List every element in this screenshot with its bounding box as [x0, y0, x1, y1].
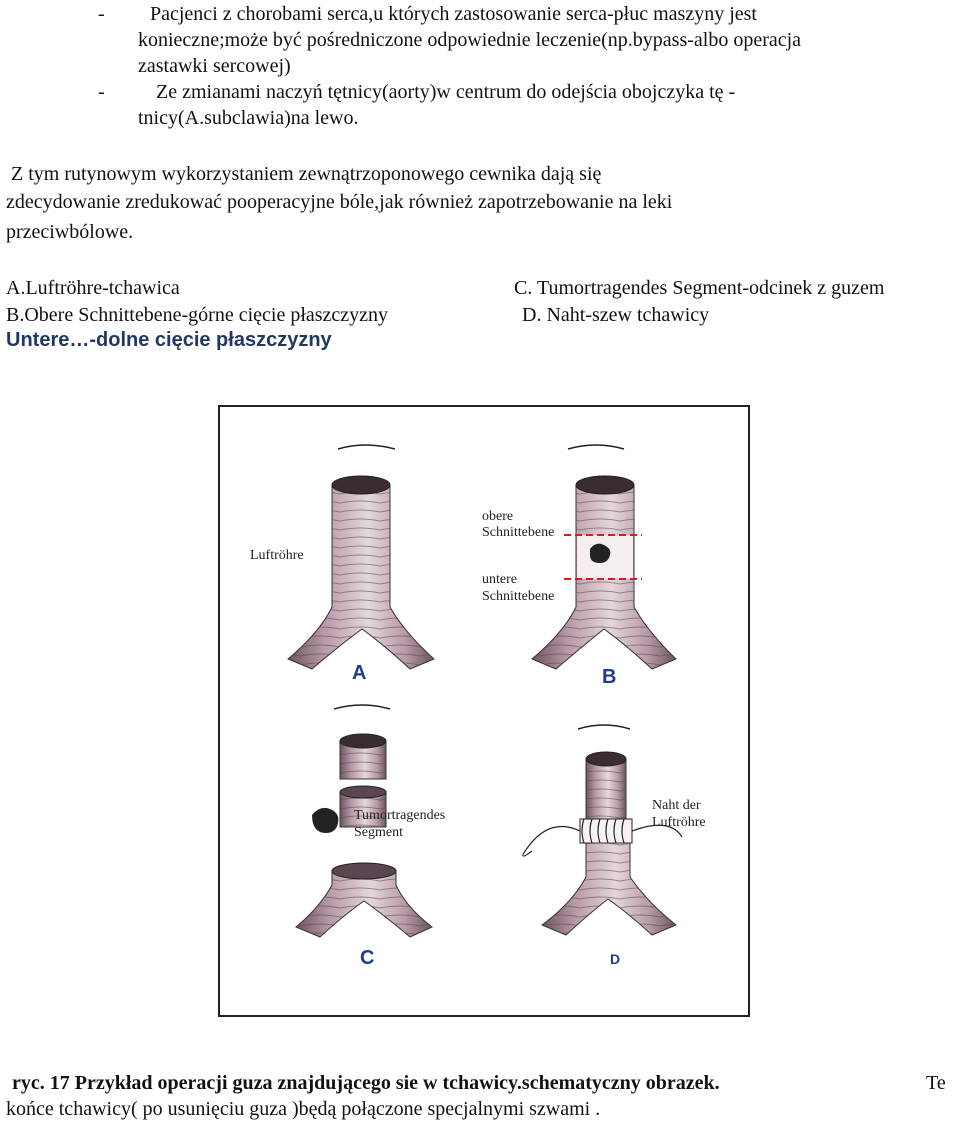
letter-b: B [602, 666, 617, 688]
legend-untere: Untere…-dolne cięcie płaszczyzny [6, 329, 332, 351]
caption-bold: ryc. 17 Przykład operacji guza znajdującego sie w tchawicy.schematyczny obrazek. [12, 1072, 720, 1094]
caption-te: Te [926, 1072, 946, 1094]
trachea-d-drawing [523, 725, 682, 935]
caption-line-2: końce tchawicy( po usunięciu guza )będą połączone specjalnymi szwami . [6, 1098, 601, 1120]
label-luftrohre-d: Luftröhre [652, 815, 706, 830]
label-untere-schnittebene: Schnittebene [482, 589, 555, 604]
label-obere-schnittebene: Schnittebene [482, 525, 555, 540]
paragraph-line-1: Z tym rutynowym wykorzystaniem zewnątrzoponowego cewnika dają się [6, 163, 602, 185]
label-untere: untere [482, 572, 517, 587]
paragraph-line-3: przeciwbólowe. [6, 221, 134, 243]
legend-d: D. Naht-szew tchawicy [522, 304, 710, 326]
list-item-1-line-1: Pacjenci z chorobami serca,u których zastosowanie serca-płuc maszyny jest [150, 3, 757, 25]
tumor-c [312, 808, 338, 833]
legend-b: B.Obere Schnittebene-górne cięcie płaszczyzny [6, 304, 389, 326]
letter-c: C [360, 947, 375, 969]
letter-a: A [352, 662, 367, 684]
list-item-2-line-1: Ze zmianami naczyń tętnicy(aorty)w centrum do odejścia obojczyka tę - [156, 81, 736, 103]
paragraph-line-2: zdecydowanie zredukować pooperacyjne bóle,jak również zapotrzebowanie na leki [6, 191, 673, 213]
trachea-figure [218, 405, 750, 1017]
list-dash-1: - [98, 3, 105, 25]
list-item-2-line-2: tnicy(A.subclawia)na lewo. [138, 107, 359, 129]
label-tumortragendes: Tumortragendes [354, 808, 446, 823]
trachea-a-drawing [288, 445, 434, 669]
legend-c: C. Tumortragendes Segment-odcinek z guzem [514, 277, 885, 299]
legend-a: A.Luftröhre-tchawica [6, 277, 180, 299]
label-naht-der: Naht der [652, 798, 701, 813]
trachea-b-drawing [532, 445, 676, 669]
label-obere: obere [482, 509, 514, 524]
list-item-1-line-3: zastawki sercowej) [138, 55, 291, 77]
label-luftrohre: Luftröhre [250, 548, 304, 563]
letter-d: D [610, 951, 621, 967]
list-dash-2: - [98, 81, 105, 103]
list-item-1-line-2: konieczne;może być pośredniczone odpowiednie leczenie(np.bypass-albo operacja [138, 29, 802, 51]
label-segment: Segment [354, 825, 403, 840]
